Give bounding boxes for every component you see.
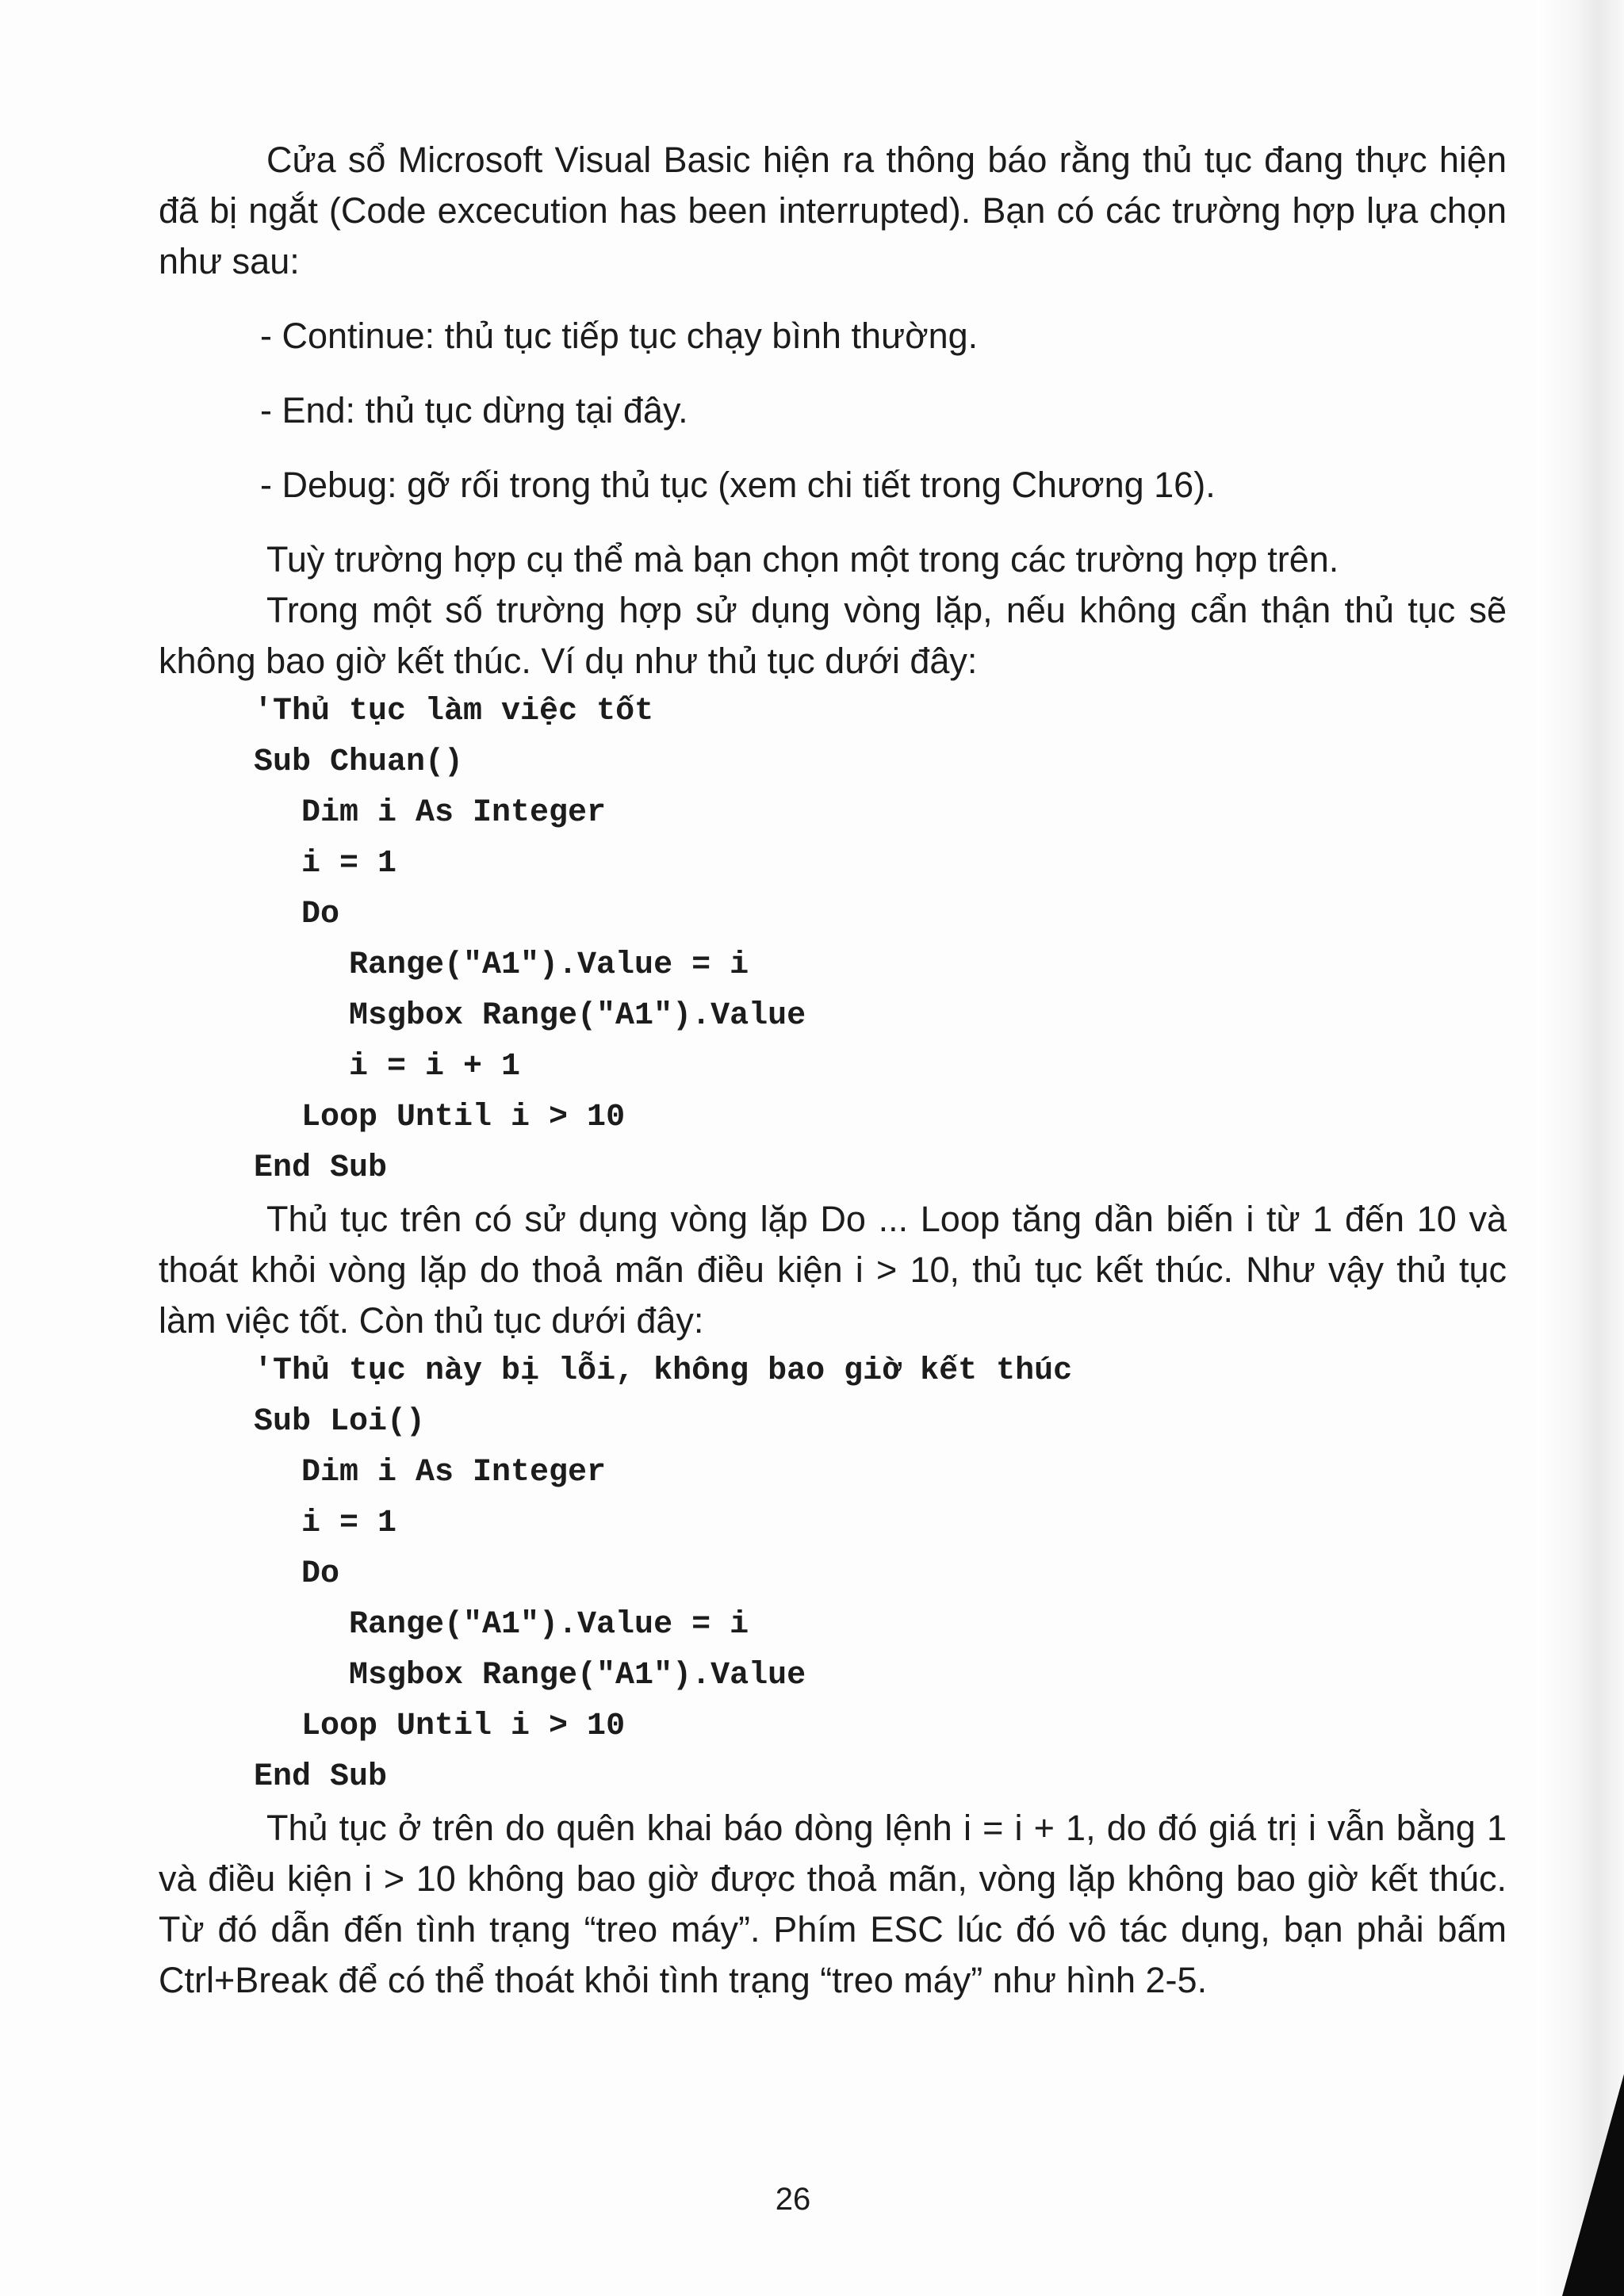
code-line: Do	[301, 1556, 340, 1592]
code-line: Range("A1").Value = i	[349, 947, 749, 983]
bullet-debug: - Debug: gỡ rối trong thủ tục (xem chi tiết trong Chương 16).	[260, 465, 1216, 505]
code-line: Sub Loi()	[254, 1404, 426, 1440]
code-line: Sub Chuan()	[254, 744, 464, 780]
code-line: i = 1	[301, 846, 397, 882]
loop-intro-paragraph: Trong một số trường hợp sử dụng vòng lặp, nếu không cẩn thận thủ tục sẽ không bao giờ kết thúc. Ví dụ như thủ tục dưới đây:	[159, 590, 1507, 681]
code-line: i = i + 1	[349, 1049, 521, 1085]
intro-paragraph: Cửa sổ Microsoft Visual Basic hiện ra thông báo rằng thủ tục đang thực hiện đã bị ngắt (Code excecution has been interrupted). Bạn có các trường hợp lựa chọn như sau:	[159, 140, 1507, 281]
code-line: Loop Until i > 10	[301, 1100, 626, 1135]
code-line: Msgbox Range("A1").Value	[349, 998, 806, 1034]
explain-bad-paragraph: Thủ tục ở trên do quên khai báo dòng lệnh i = i + 1, do đó giá trị i vẫn bằng 1 và điều kiện i > 10 không bao giờ được thoả mãn, vòng lặp không bao giờ kết thúc. Từ đó dẫn đến tình trạng “treo máy”. Phím ESC lúc đó vô tác dụng, bạn phải bấm Ctrl+Break để có thể thoát khỏi tình trạng “treo máy” như hình 2-5.	[159, 1808, 1507, 2000]
code-block-bad	[159, 1346, 1507, 1803]
code-line: 'Thủ tục này bị lỗi, không bao giờ kết thúc	[254, 1353, 1073, 1389]
page-content	[159, 135, 1507, 2006]
code-line: Do	[301, 897, 340, 932]
code-line: Dim i As Integer	[301, 795, 607, 831]
explain-good-paragraph: Thủ tục trên có sử dụng vòng lặp Do ... Loop tăng dần biến i từ 1 đến 10 và thoát khỏi vòng lặp do thoả mãn điều kiện i > 10, thủ tục kết thúc. Như vậy thủ tục làm việc tốt. Còn thủ tục dưới đây:	[159, 1199, 1507, 1341]
scan-edge-shadow	[1537, 0, 1624, 2296]
choose-paragraph: Tuỳ trường hợp cụ thể mà bạn chọn một trong các trường hợp trên.	[266, 539, 1339, 580]
code-line: End Sub	[254, 1150, 388, 1186]
code-line: Range("A1").Value = i	[349, 1607, 749, 1643]
page-number: 26	[775, 2182, 811, 2217]
bullet-continue: - Continue: thủ tục tiếp tục chạy bình thường.	[260, 316, 979, 356]
code-line: Msgbox Range("A1").Value	[349, 1658, 806, 1693]
code-line: Dim i As Integer	[301, 1455, 607, 1490]
code-line: Loop Until i > 10	[301, 1709, 626, 1744]
code-line: 'Thủ tục làm việc tốt	[254, 694, 654, 729]
bullet-end: - End: thủ tục dừng tại đây.	[260, 390, 688, 430]
code-line: i = 1	[301, 1506, 397, 1541]
code-block-good	[159, 687, 1507, 1194]
code-line: End Sub	[254, 1759, 388, 1795]
